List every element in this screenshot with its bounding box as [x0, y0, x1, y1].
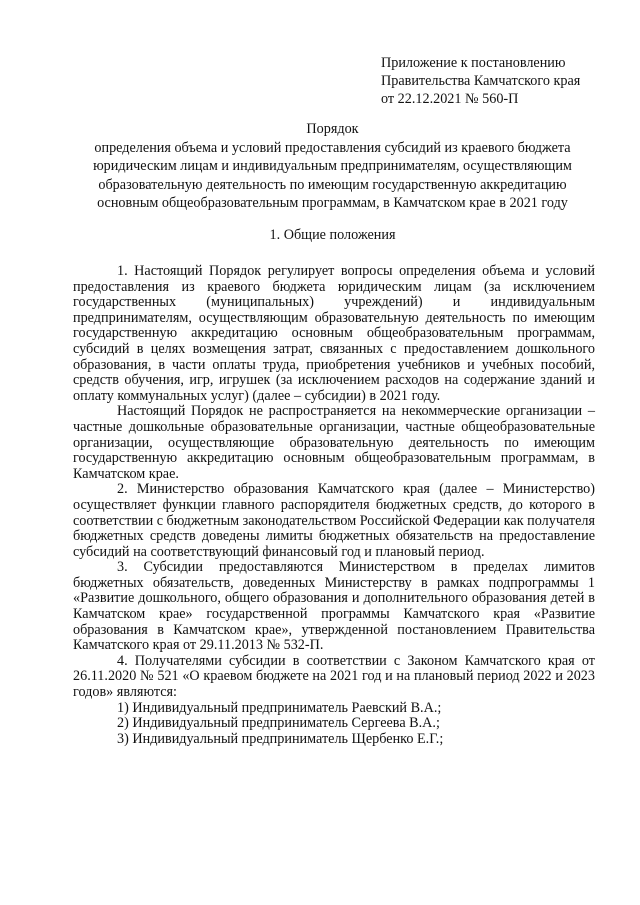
section-heading: 1. Общие положения: [269, 227, 396, 243]
title-line: определения объема и условий предоставления субсидий из краевого бюджета: [94, 139, 571, 156]
appendix-line: от 22.12.2021 № 560-П: [381, 91, 519, 107]
document-title: [60, 120, 605, 213]
appendix-line: Приложение к постановлению: [381, 55, 566, 71]
title-heading: Порядок: [306, 121, 359, 137]
recipient-item: 1) Индивидуальный предприниматель Раевский В.А.;: [117, 699, 442, 716]
appendix-block: [381, 54, 631, 108]
paragraph-1: 1. Настоящий Порядок регулирует вопросы определения объема и условий предоставления из краевого бюджета юридическим лицам (за исключением государственных (муниципальных) учреждений) и индивидуальным предпринимателям, осуществляющим образовательную деятельность по имеющим государственную аккредитацию основным общеобразовательным программам, субсидий в целях возмещения затрат, связанных с предоставлением дошкольного образования, в части оплаты труда, приобретения учебников и учебных пособий, средств обучения, игр, игрушек (за исключением расходов на содержание зданий и оплату коммунальных услуг) (далее – субсидии) в 2021 году.: [73, 263, 595, 404]
recipient-item: 3) Индивидуальный предприниматель Щербенко Е.Г.;: [117, 730, 444, 747]
document-body: [73, 264, 595, 747]
title-line: образовательную деятельность по имеющим государственную аккредитацию: [98, 176, 567, 193]
appendix-line: Правительства Камчатского края: [381, 73, 581, 89]
paragraph-2: Настоящий Порядок не распространяется на некоммерческие организации – частные дошкольные образовательные организации, частные общеобразовательные организации, осуществляющие образовательную деятельность по имеющим государственную аккредитацию основным общеобразовательным программам, в Камчатском крае.: [73, 403, 595, 482]
paragraph-5: 4. Получателями субсидии в соответствии с Законом Камчатского края от 26.11.2020 № 521 «О краевом бюджете на 2021 год и на плановый период 2022 и 2023 годов» являются:: [73, 652, 595, 701]
paragraph-4: 3. Субсидии предоставляются Министерством в пределах лимитов бюджетных обязательств, доведенных Министерству в рамках подпрограммы 1 «Развитие дошкольного, общего образования и дополнительного образования детей в Камчатском крае» государственной программы Камчатского края «Развитие образования в Камчатском крае», утвержденной постановлением Правительства Камчатского края от 29.11.2013 № 532-П.: [73, 559, 595, 654]
paragraph-3: 2. Министерство образования Камчатского края (далее – Министерство) осуществляет функции главного распорядителя бюджетных средств, до которого в соответствии с бюджетным законодательством Российской Федерации как получателя бюджетных средств доведены лимиты бюджетных обязательств на предоставление субсидий на соответствующий финансовый год и плановый период.: [73, 481, 595, 560]
title-line: юридическим лицам и индивидуальным предпринимателям, осуществляющим: [93, 158, 572, 174]
recipient-item: 2) Индивидуальный предприниматель Сергеева В.А.;: [117, 715, 440, 732]
title-line: основным общеобразовательным программам, в Камчатском крае в 2021 году: [97, 195, 568, 211]
